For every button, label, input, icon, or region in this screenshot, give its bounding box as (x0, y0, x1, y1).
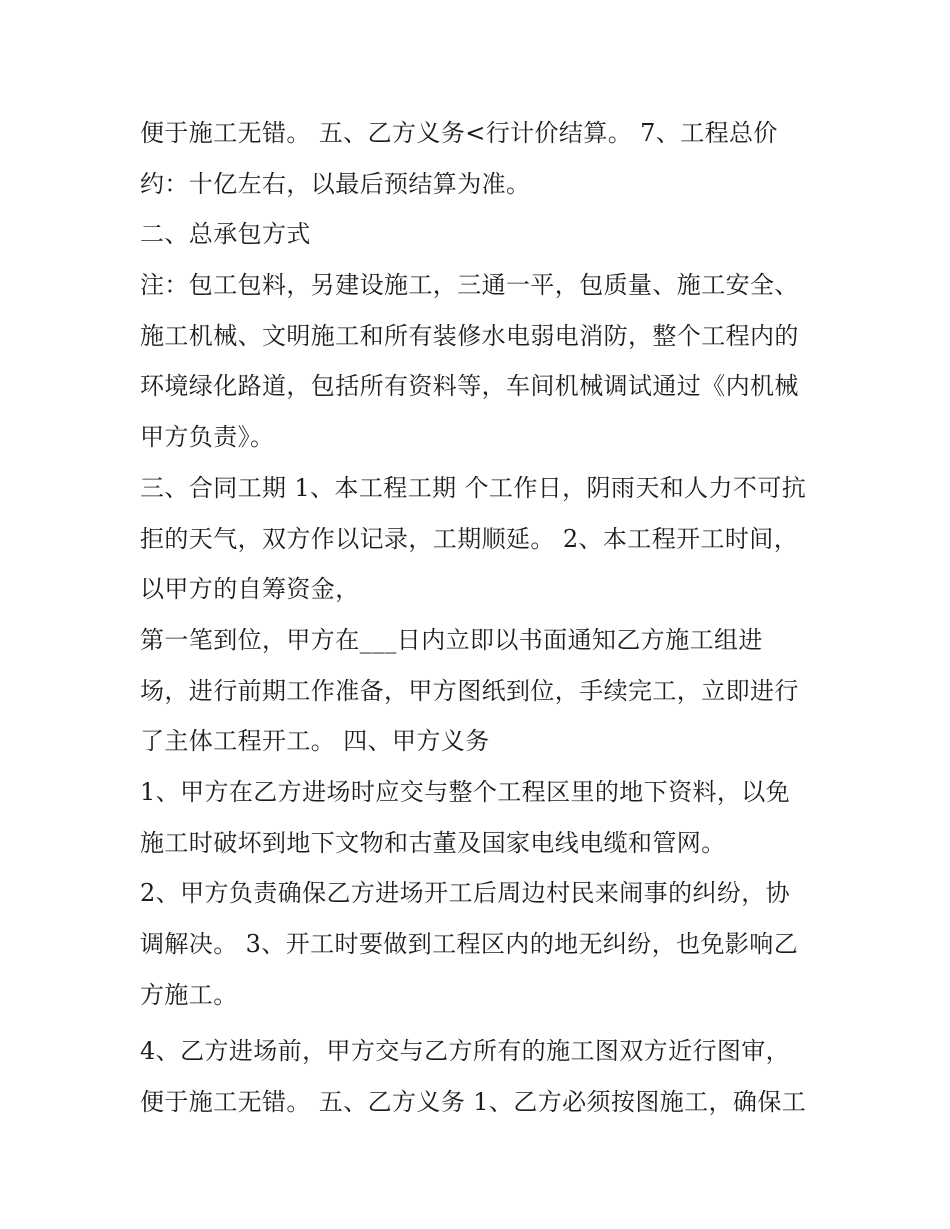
text-line: 场，进行前期工作准备，甲方图纸到位，手续完工，立即进行 (140, 676, 799, 705)
document-body (140, 108, 830, 1128)
text-line: 便于施工无错。 五、乙方义务 1、乙方必须按图施工，确保工 (140, 1088, 807, 1117)
text-line: 方施工。 (140, 980, 238, 1009)
text-line: 2、甲方负责确保乙方进场开工后周边村民来闹事的纠纷，协 (140, 879, 791, 908)
text-line: 1、甲方在乙方进场时应交与整个工程区里的地下资料，以免 (140, 777, 791, 806)
text-line: 环境绿化路道，包括所有资料等，车间机械调试通过《内机械 (140, 372, 799, 401)
text-line: 施工时破坏到地下文物和古董及国家电线电缆和管网。 (140, 828, 726, 857)
text-line: 以甲方的自筹资金， (140, 575, 360, 604)
section-heading: 二、总承包方式 (140, 220, 311, 249)
text-line: 注：包工包料，另建设施工，三通一平，包质量、施工安全、 (140, 271, 799, 300)
text-line: 调解决。 3、开工时要做到工程区内的地无纠纷，也免影响乙 (140, 930, 799, 958)
text-line: 约：十亿左右，以最后预结算为准。 (140, 169, 531, 198)
text-line: 4、乙方进场前，甲方交与乙方所有的施工图双方近行图审， (140, 1037, 791, 1066)
text-line: 甲方负责》。 (140, 423, 275, 452)
text-line: 三、合同工期 1、本工程工期 个工作日，阴雨天和人力不可抗 (140, 473, 807, 502)
text-line: 施工机械、文明施工和所有装修水电弱电消防，整个工程内的 (140, 321, 799, 350)
text-line: 拒的天气，双方作以记录，工期顺延。 2、本工程开工时间， (140, 524, 799, 553)
text-line: 便于施工无错。 五、乙方义务<行计价结算。 7、工程总价 (140, 119, 778, 147)
text-line: 了主体工程开工。 四、甲方义务 (140, 727, 490, 756)
text-line: 第一笔到位，甲方在___日内立即以书面通知乙方施工组进 (140, 625, 763, 654)
